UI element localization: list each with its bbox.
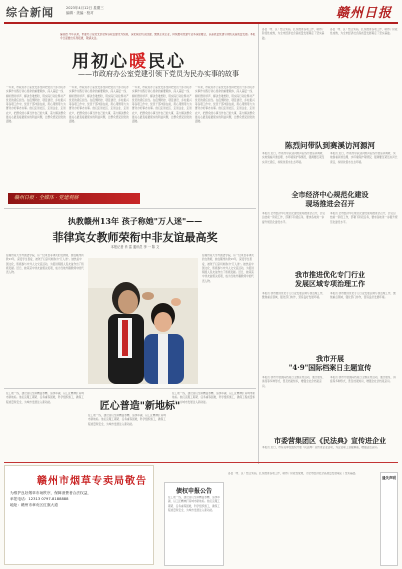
right-top-body-a: 各县（市、区）结合实际，扎实推进各项工作，取得了阶段性成效，为全市经济社会高质量发展奠定了坚实基础。 [262,28,325,40]
right-head-2: 全市经济中心规范化建设 现场推进会召开 [291,190,369,208]
right-body-3a: 本报讯 我市推进优化专门行业发展区域专项治理工作，聚焦重点领域，强化部门协作，营造良好发展环境。 [262,292,326,300]
ad-line: 地址：赣州市章贡区红旗大道 [10,503,58,507]
lead-subtitle: ——市政府办公室党建引领下党员为民办实事的故事 [78,70,239,78]
teacher-body-col1: 在赣州某大学外国语学院，有一位来自菲律宾的女教师，她在赣州执教13年，深受学生喜爱，被孩子们亲切地称为"万人迷"。她热爱中国文化，积极参与中外人文交流活动，为促进两国人民友谊作出了积极贡献。近日，她荣获中非友谊相关奖项，成为当地外籍教师中的代表人物。 [6,254,84,275]
right-body-3b: 本报讯 我市推进优化专门行业发展区域专项治理工作，聚焦重点领域，强化部门协作，营造良好发展环境。 [330,292,396,300]
right-body-2b: 本报讯 全市经济中心规范化建设现场推进会召开，会议总结前一阶段工作，部署下阶段任务，要求各地进一步提升规范化建设水平。 [330,212,398,224]
lead-body-col1: 一年来，市政府办公室党支部坚持把党员干部为民办实事作为践行初心使命的重要载体，深入基层一线、倾听群众呼声、解决急难愁盼，用实际行动诠释共产党员的责任担当。在疫情防控、项目建设、乡村振兴等各项工作中，党员干部冲锋在前，用心用情用力为群众办好事办实事。他们走进社区、走进企业、走进农户，把群众的小事当作自己的大事，着力解决群众最关心最直接最现实的利益问题，让群众感受到党的温暖。 [6,86,66,124]
lead-body-col3: 一年来，市政府办公室党支部坚持把党员干部为民办实事作为践行初心使命的重要载体，深入基层一线、倾听群众呼声、解决急难愁盼，用实际行动诠释共产党员的责任担当。在疫情防控、项目建设、乡村振兴等各项工作中，党员干部冲锋在前，用心用情用力为群众办好事办实事。他们走进社区、走进企业、走进农户，把群众的小事当作自己的大事，着力解决群众最关心最直接最现实的利益问题，让群众感受到党的温暖。 [132,86,192,124]
artisan-body-col3: 在工地一线，建设者们坚持精益求精、追求卓越，以工匠精神打造城市新地标。他们克服工期紧、任务重等困难，科学组织施工，确保工程质量和安全，为城市发展注入新动能。 [172,392,255,404]
artisan-body-col2: 在工地一线，建设者们坚持精益求精、追求卓越，以工匠精神打造城市新地标。他们克服工期紧、任务重等困难，科学组织施工，确保工程质量和安全，为城市发展注入新动能。 [88,414,166,426]
teacher-photo [88,258,198,384]
column-rule [258,24,259,464]
header-rule [4,22,398,24]
tobacco-ad-lines [10,490,150,508]
notice-list: 各县（市、区）结合实际，扎实推进各项工作，取得了阶段性成效，为全市经济社会高质量发展奠定了坚实基础。 [228,472,358,475]
artisan-title: 匠心普造"新地标" [99,401,181,412]
divider [4,388,256,389]
right-body-5: 本报讯 近日，市有关单位组织开展《民法典》宣传进企业活动，为企业职工答疑解惑，增强法治意识。 [262,446,380,449]
right-body-2a: 本报讯 全市经济中心规范化建设现场推进会召开，会议总结前一阶段工作，部署下阶段任务，要求各地进一步提升规范化建设水平。 [262,212,326,224]
right-body-4a: 本报讯 我市开展国际档案日主题宣传活动，通过展览、讲座等多种形式，普及档案知识，增强全社会档案意识。 [262,376,326,388]
right-head-1: 陈烈问带队到赛溪访河源河 [285,141,375,150]
teacher-title: 菲律宾女教师荣衔中非友谊最高奖 [52,231,218,244]
right-head-3: 我市推进优化专门行业 发展区域专项治理工作 [295,270,365,288]
lead-body-col2: 一年来，市政府办公室党支部坚持把党员干部为民办实事作为践行初心使命的重要载体，深入基层一线、倾听群众呼声、解决急难愁盼，用实际行动诠释共产党员的责任担当。在疫情防控、项目建设、乡村振兴等各项工作中，党员干部冲锋在前，用心用情用力为群众办好事办实事。他们走进社区、走进企业、走进农户，把群众的小事当作自己的大事，着力解决群众最关心最直接最现实的利益问题，让群众感受到党的温暖。 [69,86,129,124]
right-head-4: 我市开展 "4·9"国际档案日主题宣传 [288,354,372,372]
right-head-5: 市委营集团区《民法典》宣传进企业 [274,436,386,445]
editor-line: 编辑 · 美编 · 校对 [66,11,94,15]
ad-line: 为维护良好烟草市场秩序，保障消费者合法权益， [10,491,92,495]
teacher-body-col3: 在赣州某大学外国语学院，有一位来自菲律宾的女教师，她在赣州执教13年，深受学生喜爱，被孩子们亲切地称为"万人迷"。她热爱中国文化，积极参与中外人文交流活动，为促进两国人民友谊作出了积极贡献。近日，她荣获中非友谊相关奖项，成为当地外籍教师中的代表人物。 [202,254,254,283]
teacher-kicker: 执教赣州13年 孩子称她"万人迷"—— [67,216,203,226]
date-line: 2023年4月12日 星期三 [66,6,104,10]
right-body-1a: 本报讯 近日，市领导带队到河源河沿线开展巡河调研，实地察看河道治理、水环境保护等情况，强调要压紧压实河长责任，持续改善水生态环境。 [262,152,326,164]
divider [4,208,256,209]
lost-notice-title: 遗失声明 [382,476,396,480]
teacher-byline: 本报记者 肖 雷 通讯员 李 一 陈 文 [110,245,160,249]
intro-text: 编者按 今年以来，市委办公室党支部坚持以政治建设为统领，深化模范机关创建，聚焦主责主业，持续推动党建与业务深度融合，以高质量党建引领机关高质量发展。本报今日起推出系列报道，敬请关注。 [60,33,256,41]
lead-body-col4: 一年来，市政府办公室党支部坚持把党员干部为民办实事作为践行初心使命的重要载体，深入基层一线、倾听群众呼声、解决急难愁盼，用实际行动诠释共产党员的责任担当。在疫情防控、项目建设、乡村振兴等各项工作中，党员干部冲锋在前，用心用情用力为群众办好事办实事。他们走进社区、走进企业、走进农户，把群众的小事当作自己的大事，着力解决群众最关心最直接最现实的利益问题，让群众感受到党的温暖。 [195,86,255,124]
party-banner: 赣州日报 · 全媒体 · 党建观察 [8,193,140,204]
artisan-body-col1: 在工地一线，建设者们坚持精益求精、追求卓越，以工匠精神打造城市新地标。他们克服工期紧、任务重等困难，科学组织施工，确保工程质量和安全，为城市发展注入新动能。 [6,392,84,404]
notice-body: 在工地一线，建设者们坚持精益求精、追求卓越，以工匠精神打造城市新地标。他们克服工期紧、任务重等困难，科学组织施工，确保工程质量和安全，为城市发展注入新动能。 [168,496,220,512]
right-body-4b: 本报讯 我市开展国际档案日主题宣传活动，通过展览、讲座等多种形式，普及档案知识，增强全社会档案意识。 [330,376,396,384]
ad-line: 举报电话：12313 0797-8188888 [10,497,69,501]
section-name: 综合新闻 [6,6,54,19]
right-body-1b: 本报讯 近日，市领导带队到河源河沿线开展巡河调研，实地察看河道治理、水环境保护等情况，强调要压紧压实河长责任，持续改善水生态环境。 [330,152,398,164]
lost-notice-box [380,472,398,566]
bottom-rule [4,462,398,463]
header-info [66,6,186,16]
tobacco-ad-title: 赣州市烟草专卖局敬告 [37,476,147,487]
right-top-body-b: 各县（市、区）结合实际，扎实推进各项工作，取得了阶段性成效，为全市经济社会高质量发展奠定了坚实基础。 [330,28,398,36]
notice-title: 债权申报公告 [175,488,212,495]
lead-title: 用初心暖民心 [72,52,186,72]
newspaper-logo: 赣州日报 [335,6,392,21]
